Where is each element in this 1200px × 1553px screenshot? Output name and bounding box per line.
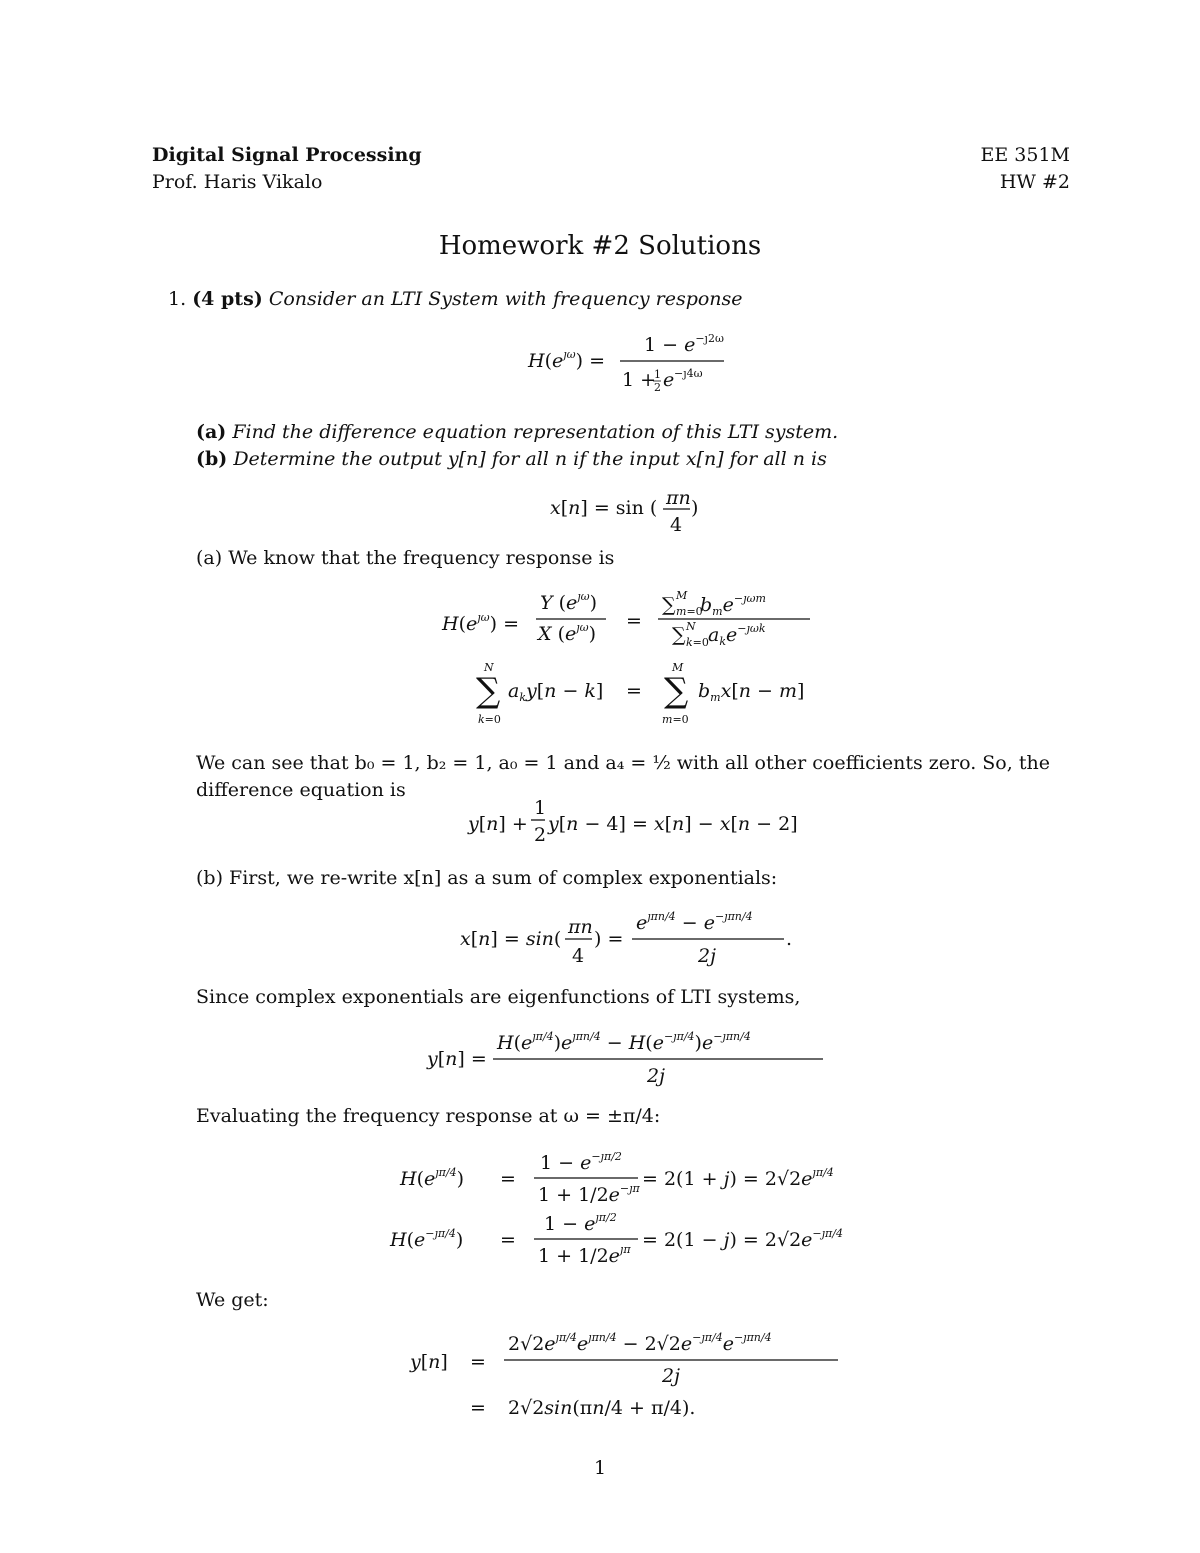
svg-text:y[n] =: y[n] = [427,1048,487,1070]
svg-text:πn: πn [568,916,593,938]
coefficients-sentence: We can see that b₀ = 1, b₂ = 1, a₀ = 1 and a₄ = ½ with all other coefficients zero. So, the [196,752,1050,774]
svg-text:H(eȷπ/4)eȷπn/4 − H(e−ȷπ/4)e−ȷπ: $H(e^{ȷ\pi/4})e^{ȷ\pi n/4} - H(e^{-ȷ\pi/4})e^{-ȷ\pi n/4}$ [497,1030,751,1054]
svg-text:=: = [500,1229,516,1251]
svg-text:bmx[n − m]: $b_mx[n - m]$ [698,680,805,704]
svg-text:y[n] +: y[n] + [468,813,528,835]
svg-text:∑: ∑ [476,671,501,711]
svg-text:=: = [500,1168,516,1190]
svg-text:1 − e−ȷ2ω: $1 - e^{-ȷ2\omega}$ [644,332,724,356]
svg-text:bme−ȷωm: $b_me^{-ȷ\omega m}$ [700,592,766,618]
problem-number: 1. [168,288,187,310]
svg-text:M: M [672,661,684,674]
svg-text:) =: ) = [594,928,624,950]
solution-b-intro: (b) First, we re-write x[n] as a sum of complex exponentials: [196,867,778,889]
svg-text:m=0: m=0 [662,713,689,726]
page-title: Homework #2 Solutions [438,231,762,261]
equation-difference [466,796,796,848]
svg-text:H(eȷω) =: $H(e^{ȷ\omega})$ = [528,348,606,372]
svg-text:2√2eȷπ/4eȷπn/4 − 2√2e−ȷπ/4e−ȷπ: $2√2e^{ȷ\pi/4}e^{ȷ\pi n/4} - 2√2e^{-ȷ\pi/4}e^{-ȷ\pi n/4}$ [508,1331,772,1355]
problem-1-statement [168,288,743,311]
svg-text:4: 4 [572,945,585,967]
svg-text:πn: πn [666,487,691,509]
svg-text:X (eȷω): X $(e^{ȷ\omega})$ [538,621,597,645]
coefficients-sentence-cont: difference equation is [196,779,406,801]
equation-output-final [408,1322,848,1422]
svg-text:eȷπn/4 − e−ȷπn/4: $e^{ȷ\pi n/4} - e^{-ȷ\pi n/4}$ [636,910,753,934]
equation-output-general [425,1023,835,1087]
svg-text:N: N [686,620,696,633]
equation-input-signal [548,486,708,542]
svg-text:H(eȷπ/4): $H(e^{ȷ\pi/4})$ [400,1166,465,1190]
equation-frequency-response-general [440,585,820,730]
svg-text:2j: 2j [647,1065,665,1087]
svg-text:aky[n − k]: $a_ky[n - k]$ [508,680,604,704]
svg-text:−ȷ4ω: −ȷ4ω [674,367,703,380]
svg-text:x[n] = sin(: x[n] = sin( [460,928,562,950]
evaluating-sentence: Evaluating the frequency response at ω = ±π/4: [196,1105,661,1127]
svg-text:=: = [470,1397,486,1419]
course-name: Digital Signal Processing [152,144,422,166]
svg-text:2: 2 [654,381,661,394]
professor-name: Prof. Haris Vikalo [152,171,323,193]
page-number: 1 [593,1457,607,1479]
equation-transfer-function [520,325,740,395]
svg-text:k=0: k=0 [686,636,709,649]
part-b-question: (b) Determine the output y[n] for all n if the input x[n] for all n is [196,448,827,470]
svg-text:=: = [470,1351,486,1373]
svg-text:2: 2 [534,824,547,846]
svg-text:2j: 2j [698,945,716,967]
problem-points: (4 pts) [192,288,263,310]
svg-text:H(e−ȷπ/4): $H(e^{-ȷ\pi/4})$ [390,1227,464,1251]
svg-text:k=0: k=0 [478,713,501,726]
svg-text:H(eȷω) =: $H(e^{ȷ\omega})$ = [442,611,520,635]
svg-text:1: 1 [534,797,547,819]
svg-text:Y (eȷω): Y $(e^{ȷ\omega})$ [540,590,598,614]
svg-text:1: 1 [654,368,661,381]
svg-text:2j: 2j [662,1365,680,1387]
svg-text:M: M [676,589,688,602]
svg-text:1 − e−ȷπ/2: $1 - e^{-ȷ\pi/2}$ [540,1150,622,1174]
equation-frequency-evaluations [390,1145,880,1275]
svg-text:ake−ȷωk: $a_ke^{-ȷ\omega k}$ [708,622,766,648]
svg-text:2√2sin(πn/4 + π/4).: 2√2sin(πn/4 + π/4). [508,1397,696,1419]
svg-text:1 +: 1 + [622,369,657,391]
equation-sine-exponential [458,905,808,971]
part-a-question: (a) Find the difference equation representation of this LTI system. [196,421,839,443]
svg-text:=: = [626,610,642,632]
svg-text:∑: ∑ [664,671,689,711]
svg-text:e: e [663,369,675,391]
svg-text:N: N [484,661,494,674]
svg-text:x[n] = sin (: x[n] = sin ( [550,497,658,519]
problem-text: Consider an LTI System with frequency response [268,288,743,310]
svg-text:1 + 1/2eȷπ: $1 + 1/2e^{ȷ\pi}$ [538,1243,631,1267]
svg-text:= 2(1 − j) = 2√2e−ȷπ/4: = $2(1 - j) = 2√2e^{-ȷ\pi/4}$ [642,1227,843,1251]
svg-text:∑: ∑ [662,594,676,616]
solution-a-intro: (a) We know that the frequency response is [196,547,615,569]
svg-text:1 − eȷπ/2: $1 - e^{ȷ\pi/2}$ [544,1211,617,1235]
svg-text:y[n]: y[n] [410,1351,448,1373]
svg-text:): ) [691,497,699,519]
svg-text:.: . [786,928,793,950]
svg-text:m=0: m=0 [676,605,703,618]
eigenfunction-sentence: Since complex exponentials are eigenfunctions of LTI systems, [196,986,801,1008]
homework-number: HW #2 [999,171,1070,193]
svg-text:y[n − 4] = x[n] − x[n − 2]: y[n − 4] = x[n] − x[n − 2] [548,813,798,835]
svg-text:4: 4 [670,514,683,536]
we-get-text: We get: [196,1289,269,1311]
svg-text:1 + 1/2e−ȷπ: $1 + 1/2e^{-ȷ\pi}$ [538,1182,640,1206]
svg-text:= 2(1 + j) = 2√2eȷπ/4: = $2(1 + j) = 2√2e^{ȷ\pi/4}$ [642,1166,834,1190]
svg-text:∑: ∑ [672,624,686,646]
course-code: EE 351M [980,144,1070,166]
svg-text:=: = [626,680,642,702]
